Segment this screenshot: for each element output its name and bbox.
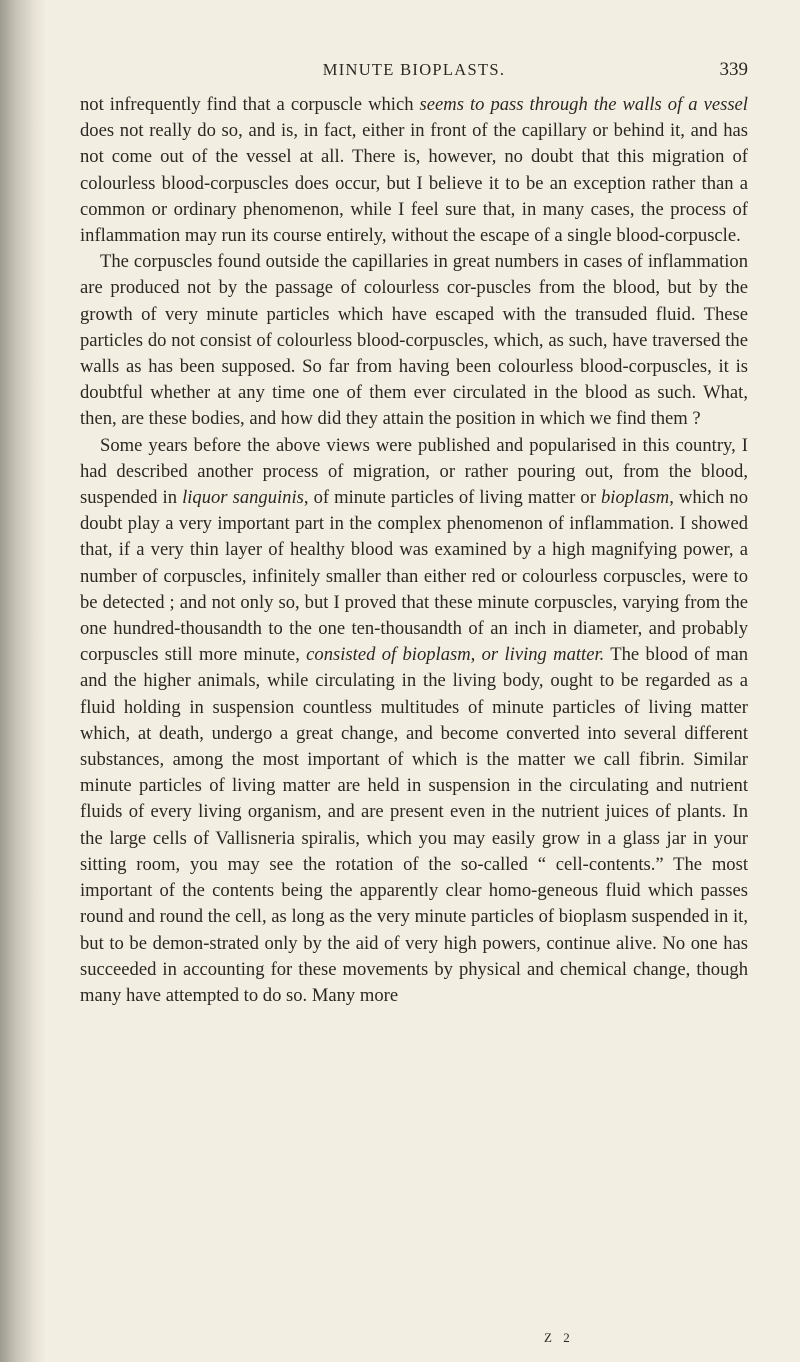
paragraph-1 bbox=[80, 92, 748, 249]
body-text bbox=[80, 92, 748, 1009]
text-run: The corpuscles found outside the capillaries in great numbers in cases of inflammation are produced not by the passage of colourless cor-puscles from the blood, but by the growth of very minute particles which have escaped with the transuded fluid. These particles do not consist of colourless blood-corpuscles, which, as such, have traversed the walls as has been supposed. So far from having been colourless blood-corpuscles, it is doubtful whether at any time one of them ever circulated in the blood as such. What, then, are these bodies, and how did they attain the position in which we find them ? bbox=[80, 251, 748, 430]
text-run: The blood of man and the higher animals, while circulating in the living body, ought to be regarded as a fluid holding in suspension countless multitudes of minute particles of living matter which, at death, undergo a great change, and become converted into several different substances, among the most important of which is the matter we call fibrin. Similar minute particles of living matter are held in suspension in the circulating and nutrient fluids of every living organism, and are present even in the nutrient juices of plants. In the large cells of Vallisneria spiralis, which you may easily grow in a glass jar in your sitting room, you may see the rotation of the so-called “ cell-contents.” The most important of the contents being the apparently clear homo-geneous fluid which passes round and round the cell, as long as the very minute particles of bioplasm suspended in it, but to be demon-strated only by the aid of very high powers, continue alive. No one has succeeded in accounting for these movements by physical and chemical change, though many have attempted to do so. Many more bbox=[80, 644, 749, 1006]
text-run: not infrequently find that a corpuscle which bbox=[80, 94, 420, 115]
paragraph-2 bbox=[80, 249, 748, 432]
paragraph-3 bbox=[80, 433, 748, 1009]
text-run: Some years before the above views were published and popularised in this country, I had described another process of migration, or rather pouring out, from the blood, suspended in bbox=[80, 434, 748, 509]
text-run: , of minute particles of living matter or bbox=[303, 487, 601, 509]
page-number: 339 bbox=[719, 59, 748, 80]
text-run: does not really do so, and is, in fact, either in front of the capillary or behind it, and has not come out of the vessel at all. There is, however, no doubt that this migration of colourless blood-corpuscles does occur, but I believe it to be an exception rather than a common or ordinary phenomenon, while I feel sure that, in many cases, the process of inflammation may run its course entirely, without the escape of a single blood-corpuscle. bbox=[80, 120, 748, 247]
italic-run: bioplasm bbox=[601, 487, 670, 509]
signature-mark: Z 2 bbox=[544, 1330, 574, 1345]
binding-shadow bbox=[0, 0, 46, 1362]
italic-run: liquor sanguinis bbox=[182, 487, 304, 509]
italic-run: consisted of bioplasm, or living matter. bbox=[306, 644, 605, 666]
running-title: MINUTE BIOPLASTS. bbox=[322, 60, 506, 79]
italic-run: seems to pass through the walls of a vessel bbox=[419, 94, 748, 115]
text-run: , which no doubt play a very important part in the complex phenomenon of inflammation. I showed that, if a very thin layer of healthy blood was examined by a high magnifying power, a number of corpuscles, infinitely smaller than either red or colourless corpuscles, were to be detected ; and not only so, but I proved that these minute corpuscles, varying from the one hundred-thousandth to the one ten-thousandth of an inch in diameter, and probably corpuscles still more minute, bbox=[80, 487, 748, 666]
running-head bbox=[80, 58, 748, 82]
